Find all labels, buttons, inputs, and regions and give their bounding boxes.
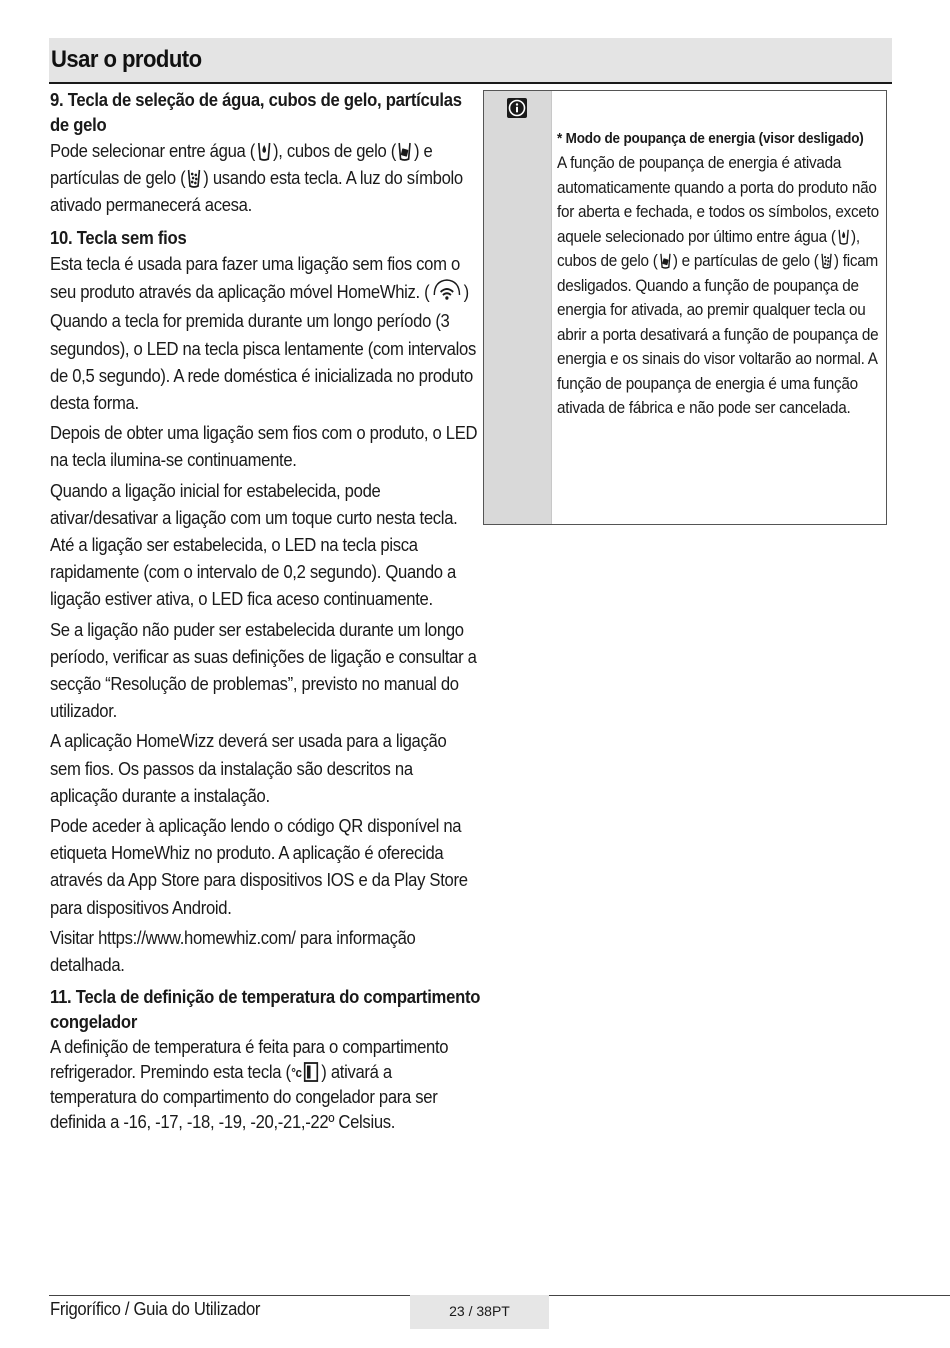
ice-cubes-glass-icon xyxy=(397,140,413,162)
page-number: 23 / 38PT xyxy=(449,1303,510,1319)
freezer-temperature-icon xyxy=(292,1061,321,1083)
section-9-text-b: ), cubos de gelo ( xyxy=(273,140,396,161)
info-icon xyxy=(506,97,528,119)
info-title: * Modo de poupança de energia (visor desligado) xyxy=(557,130,864,147)
wifi-icon xyxy=(430,277,462,307)
section-10-paragraph-5: A aplicação HomeWizz deverá ser usada para a ligação sem fios. Os passos da instalação são descritos na aplicação durante a instalação. xyxy=(50,730,447,806)
info-text-c: ) e partículas de gelo ( xyxy=(672,251,819,270)
info-note-box xyxy=(483,90,887,525)
section-10-paragraph-3: Quando a ligação inicial for estabelecida, pode ativar/desativar a ligação com um toque curto nesta tecla. Até a ligação ser estabelecida, o LED na tecla pisca rapidamente (com o intervalo de 0,2 segundo). Quando a ligação estiver ativa, o LED fica aceso continuamente. xyxy=(50,479,458,610)
footer-page-box xyxy=(410,1295,549,1329)
page-title: Usar o produto xyxy=(51,46,202,73)
section-11-paragraph xyxy=(50,1034,480,1134)
section-9-paragraph xyxy=(50,137,480,219)
crushed-ice-glass-icon xyxy=(820,251,834,270)
footer-doc-title: Frigorífico / Guia do Utilizador xyxy=(50,1298,261,1319)
section-10-paragraph-7: Visitar https://www.homewhiz.com/ para informação detalhada. xyxy=(50,926,416,975)
info-content xyxy=(557,129,882,421)
svg-text:°c: °c xyxy=(291,1065,303,1081)
header-band xyxy=(49,38,892,84)
water-glass-icon xyxy=(256,140,272,162)
info-sidebar xyxy=(484,91,552,524)
ice-cubes-glass-icon xyxy=(658,251,672,270)
section-10-paragraph-1 xyxy=(50,250,480,416)
info-text-b: ), cubos de gelo ( xyxy=(557,226,860,270)
section-10-paragraph-4: Se a ligação não puder ser estabelecida durante um longo período, verificar as suas definições de ligação e consultar a secção “Resolução de problemas”, previsto no manual do utilizador. xyxy=(50,618,477,722)
section-9-text-c: ) e partículas de gelo ( xyxy=(50,140,433,189)
left-column xyxy=(50,88,480,1134)
water-glass-icon xyxy=(837,227,851,246)
info-text-a: A função de poupança de energia é ativada automaticamente quando a porta do produto não for aberta e fechada, e todos os símbolos, exceto aquele selecionado por último entre água ( xyxy=(557,153,879,246)
section-10-title: 10. Tecla sem fios xyxy=(50,226,187,248)
section-9-title: 9. Tecla de seleção de água, cubos de gelo, partículas de gelo xyxy=(50,89,462,135)
section-10-paragraph-2: Depois de obter uma ligação sem fios com o produto, o LED na tecla ilumina-se continuamente. xyxy=(50,422,478,471)
crushed-ice-glass-icon xyxy=(186,167,202,189)
section-11-text-a: A definição de temperatura é feita para o compartimento refrigerador. Premindo esta tecla ( xyxy=(50,1036,449,1083)
section-11-title: 11. Tecla de definição de temperatura do compartimento congelador xyxy=(50,986,481,1032)
section-10-text-b: ) Quando a tecla for premida durante um longo período (3 segundos), o LED na tecla pisca lentamente (com intervalos de 0,5 segundo). A rede doméstica é inicializada no produto desta forma. xyxy=(50,281,476,413)
section-9-text-a: Pode selecionar entre água ( xyxy=(50,140,256,161)
section-10-paragraph-6: Pode aceder à aplicação lendo o código QR disponível na etiqueta HomeWhiz no produto. A aplicação é oferecida através da App Store para dispositivos IOS e da Play Store para dispositivos Android. xyxy=(50,814,468,918)
info-text-d: ) ficam desligados. Quando a função de poupança de energia for ativada, ao premir qualquer tecla ou abrir a porta desativará a função de poupança de energia e os sinais do visor voltarão ao normal. A função de poupança de energia é uma função ativada de fábrica e não pode ser cancelada. xyxy=(557,251,879,417)
section-11-text-b: ) ativará a temperatura do compartimento do congelador para ser definida a -16, -17, -18, -19, -20,-21,-22º Celsius. xyxy=(50,1061,438,1133)
section-10-text-a: Esta tecla é usada para fazer uma ligação sem fios com o seu produto através da aplicação móvel HomeWhiz. ( xyxy=(50,253,460,303)
section-9-text-d: ) usando esta tecla. A luz do símbolo ativado permanecerá acesa. xyxy=(50,167,463,216)
info-text xyxy=(557,151,883,421)
